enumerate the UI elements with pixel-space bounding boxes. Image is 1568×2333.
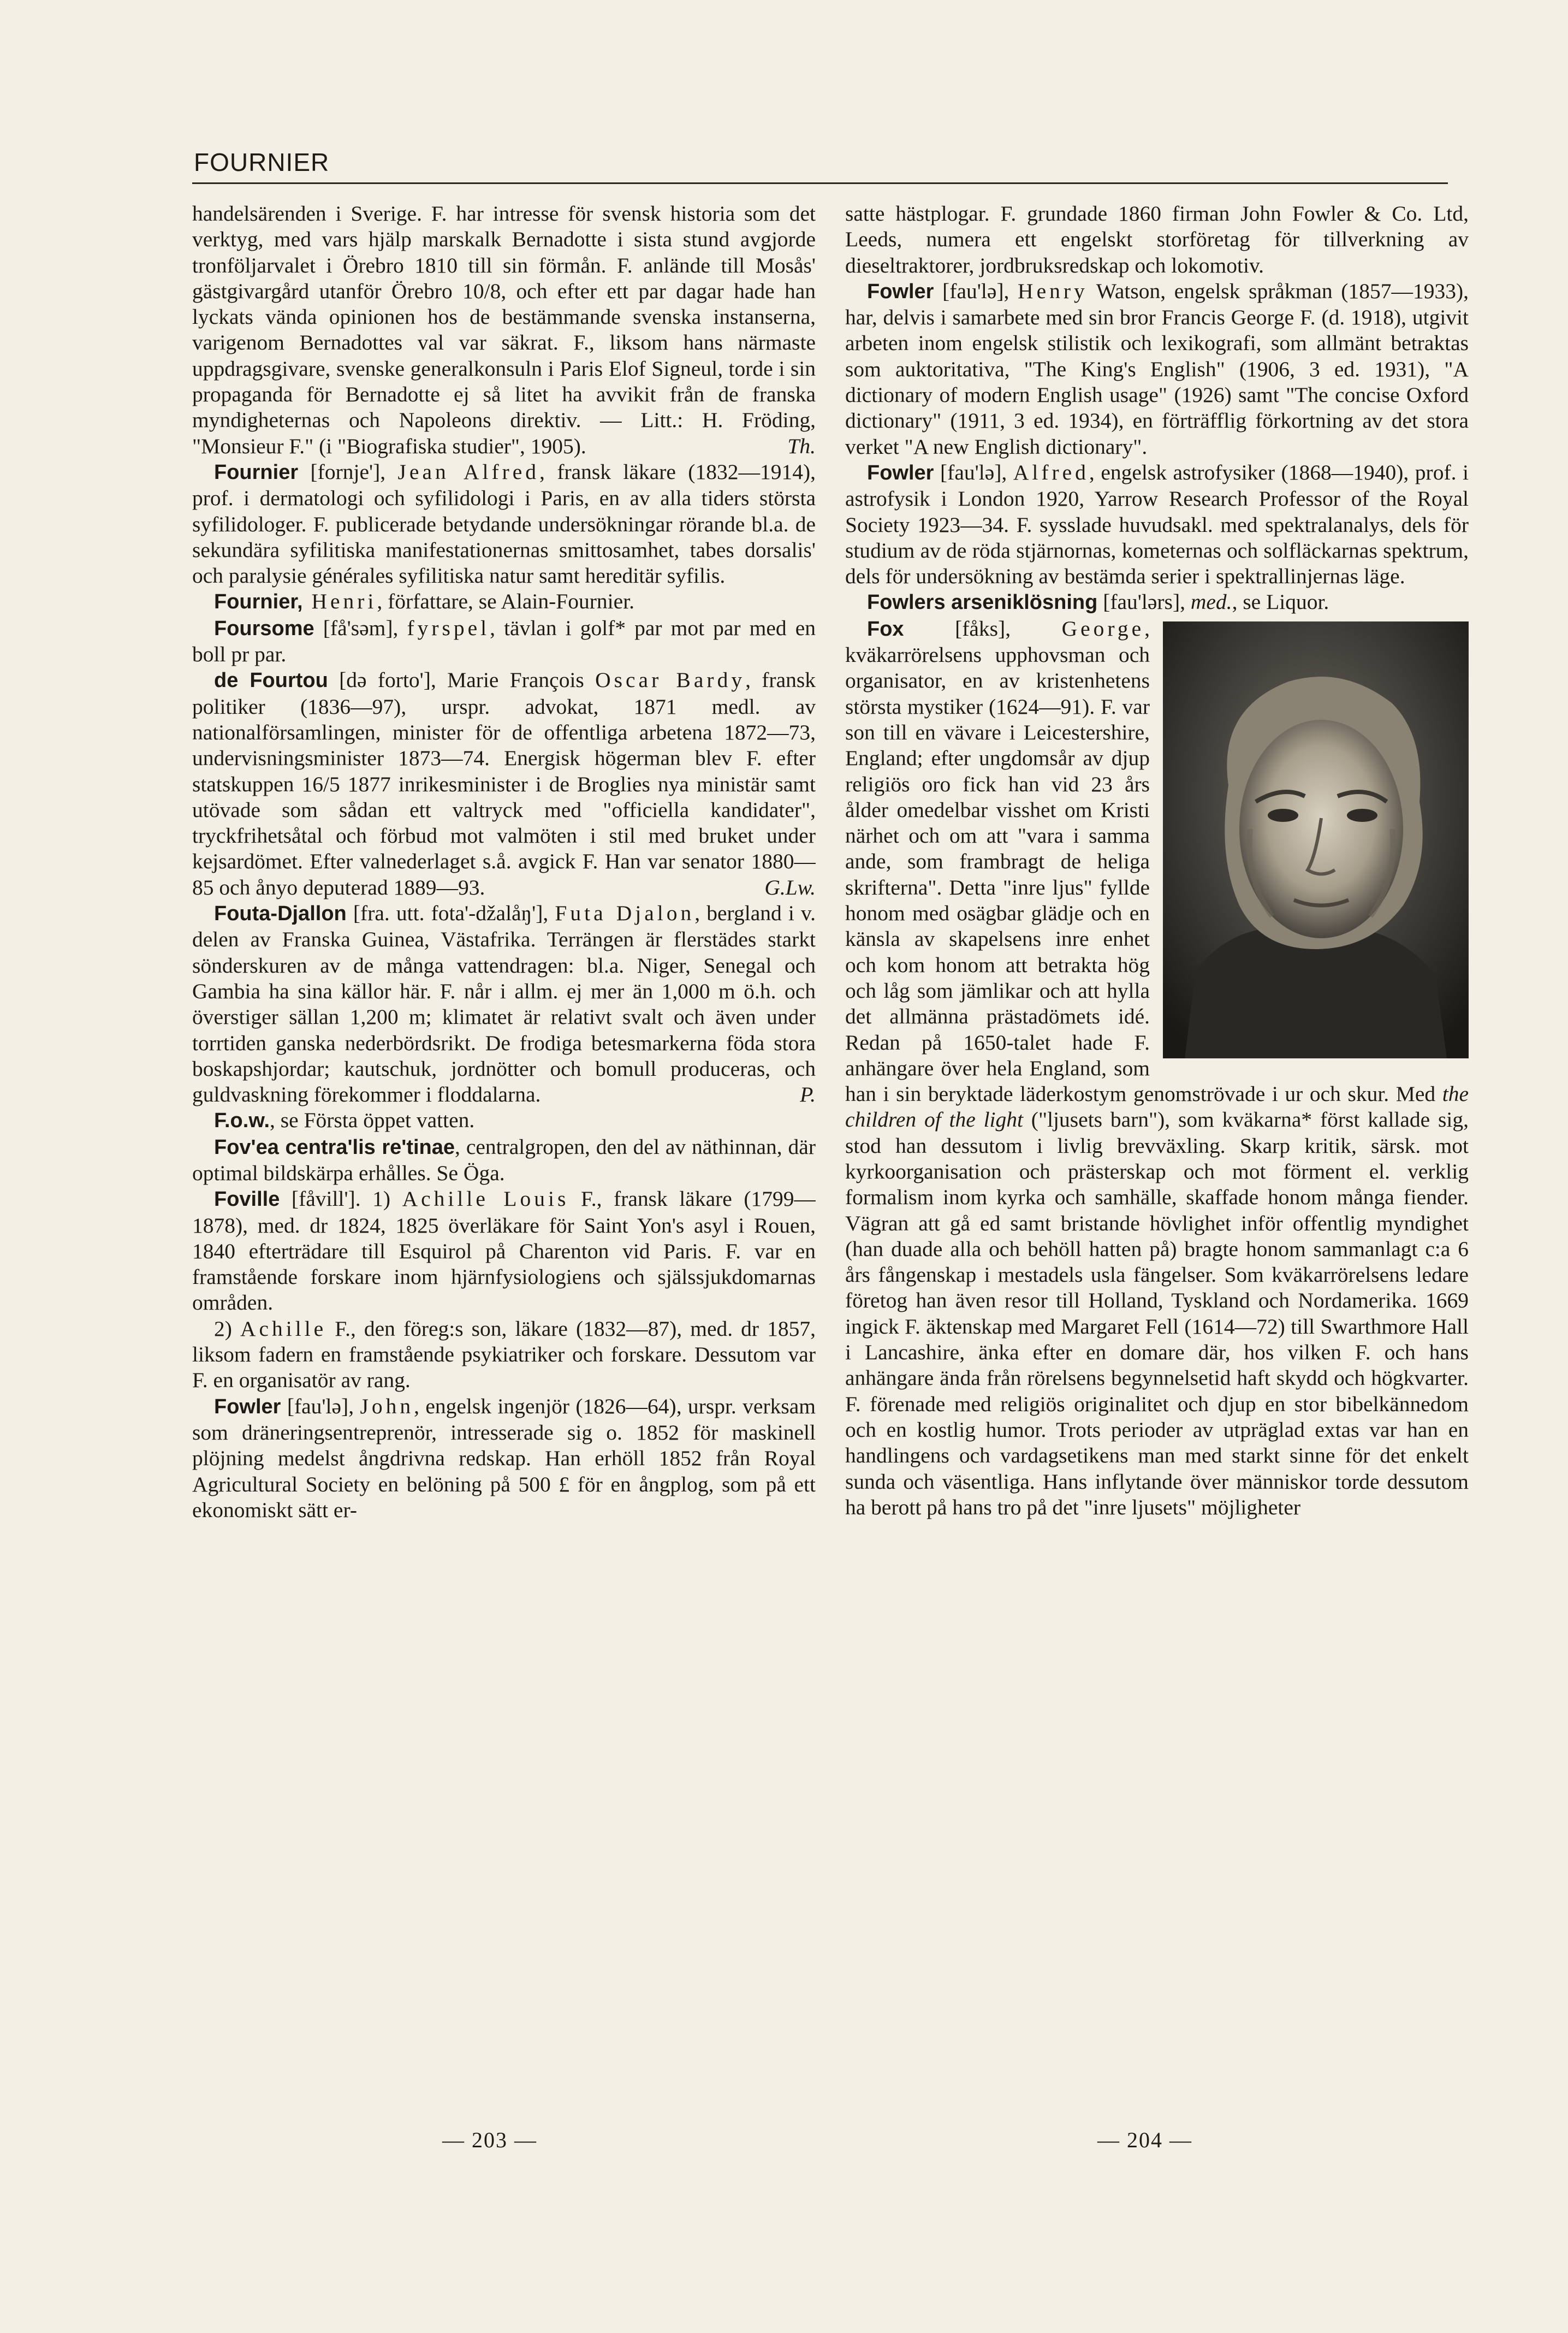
page-number-right: — 204 — — [1097, 2128, 1192, 2152]
entry-headword: de Fourtou — [214, 669, 328, 692]
entry-headword: Fouta-Djallon — [214, 902, 347, 926]
right-column — [845, 201, 1469, 2112]
entry-de-fourtou: de Fourtou [də forto'], Marie François Oscar Bardy, fransk politiker (1836—97), urspr. advokat, 1871 medl. av nationalförsamlingen, minister för de offentliga arbetena 1872—73, undervisningsminister 1873—74. Energisk högerman blev F. efter statskuppen 16/5 1877 inrikesminister i de Broglies nya ministär samt utövade som sådan ett valtryck med "officiella kandidater", tryckfrihetsåtal och förbud mot valmöten i stil med bruket under kejsardömet. Efter valnederlaget s.å. avgick F. Han var senator 1880—85 och ånyo deputerad 1889—93. G.Lw. — [192, 667, 816, 901]
entry-headword: Fowlers arseniklösning — [867, 591, 1098, 614]
entry-foville-2: 2) Achille F., den föreg:s son, läkare (1832—87), med. dr 1857, liksom fadern en framstående psykiatriker och forskare. Dessutom var F. en organisatör av rang. — [192, 1316, 816, 1393]
left-column — [192, 201, 816, 2112]
entry-headword: Fournier, — [214, 590, 303, 614]
entry-headword: Fowler — [867, 280, 934, 303]
author-signature: P. — [800, 1082, 816, 1107]
page-number-left: — 203 — — [442, 2128, 537, 2152]
entry-headword: Fox — [867, 617, 904, 641]
entry-headword: Fowler — [867, 461, 934, 484]
running-head: FOURNIER — [194, 148, 330, 176]
entry-fowler-henry: Fowler [fau'lə], Henry Watson, engelsk språkman (1857—1933), har, delvis i samarbete med sin bror Francis George F. (d. 1918), utgivit arbeten inom engelsk stilistik och lexikografi, som allmänt betraktas som auktoritativa, "The King's English" (1906, 3 ed. 1931), "A dictionary of modern English usage" (1926) samt "The concise Oxford dictionary" (1911, 3 ed. 1934), en förträfflig förkortning av det stora verket "A new English dictionary". — [845, 279, 1469, 459]
entry-fox: Fox [fåks], George, kväkarrörelsens upphovsman och organisator, en av kristenhetens största mystiker (1624—91). F. var son till en vävare i Leicestershire, England; efter ungdomsår av djup religiös oro fick han vid 23 års ålder omedelbar visshet om Kristi närhet och om att "vara i samma ande, som frambragt de heliga skrifterna". Detta "inre ljus" fyllde honom med osägbar glädje och en känsla av skapelsens inre enhet och kom honom att betrakta hög och låg som jämlikar och att hylla det allmänna prästadömets idé. Redan på 1650-talet hade F. anhängare över hela England, som han i sin beryktade läderkostym genomströvade i ur och skur. Med the children of the light ("ljusets barn"), som kväkarna* först kallade sig, stod han dessutom i livlig brevväxling. Skarp kritik, särsk. mot kyrkoorganisation och prästerskap och mot förment el. verklig formalism inom kyrka och samhälle, skaffade honom många fiender. Vägran att gå ed samt bristande hövlighet inför offentlig myndighet (han duade alla och behöll hatten på) bragte honom sammanlagt c:a 6 års fångenskap i mestadels usla fängelser. Som kväkarrörelsens ledare företog han även resor till Holland, Tyskland och Nordamerika. 1669 ingick F. äktenskap med Margaret Fell (1614—72) till Swarthmore Hall i Lancashire, änka efter en domare där, hos vilken F. och hans anhängare ända från rörelsens begynnelsetid haft skydd och högkvarter. F. förenade med religiös originalitet och djup en stor bibelkännedom och en kostlig humor. Trots perioder av utpräglad extas var han en handlingens och vardagsetikens man med starkt sinne för det enkelt sunda och väsentliga. Hans inflytande över människor torde dessutom ha berott på hans tro på det "inre ljusets" möjligheter — [845, 616, 1469, 1519]
entry-headword: Foville — [214, 1188, 280, 1211]
author-signature: G.Lw. — [764, 875, 816, 899]
portrait-image — [1163, 621, 1469, 1058]
entry-fowler-alfred: Fowler [fau'lə], Alfred, engelsk astrofysiker (1868—1940), prof. i astrofysik i London 1920, Yarrow Research Professor of the Royal Society 1923—34. F. sysslade huvudsakl. med spektralanalys, dels för studium av de röda stjärnornas, kometernas och solfläckarnas spektrum, dels för undersökning av bestämda serier i spektrallinjernas läge. — [845, 460, 1469, 589]
entry-fowlers-arseniklosning: Fowlers arseniklösning [fau'lərs], med., se Liquor. — [867, 590, 1329, 614]
entry-continuation: handelsärenden i Sverige. F. har intresse för svensk historia som det verktyg, med vars hjälp marskalk Bernadotte i sista stund avgjorde tronföljarvalet i Örebro 1810 till sin förmån. F. anlände till Mosås' gästgivargård utanför Örebro 10/8, och efter ett par dagar hade han lyckats vända opinionen hos de bestämmande svenska instanserna, varigenom Bernadottes val var säkrat. F., liksom hans närmaste uppdragsgivare, svenske generalkonsuln i Paris Elof Signeul, torde i sin propaganda för Bernadotte ej så litet ha avvikit från de franska myndigheternas och Napoleons direktiv. — Litt.: H. Fröding, "Monsieur F." (i "Biografiska studier", 1905). Th. — [192, 201, 816, 459]
author-signature: Th. — [787, 434, 816, 458]
entry-foville: Foville [fåvill']. 1) Achille Louis F., fransk läkare (1799—1878), med. dr 1824, 1825 överläkare för Saint Yon's asyl i Rouen, 1840 efterträdare till Esquirol på Charenton vid Paris. F. var en framstående forskare inom hjärnfysiologiens och själssjukdomarnas områden. — [192, 1187, 816, 1315]
entry-fow: F.o.w., se Första öppet vatten. — [214, 1108, 475, 1133]
entry-continuation: satte hästplogar. F. grundade 1860 firman John Fowler & Co. Ltd, Leeds, numera ett engelskt storföretag för tillverkning av dieseltraktorer, jordbruksredskap och lokomotiv. — [845, 202, 1469, 277]
george-fox-portrait — [1163, 621, 1469, 1058]
entry-fowler-john: Fowler [fau'lə], John, engelsk ingenjör (1826—64), urspr. verksam som dräneringsentreprenör, intresserade sig o. 1852 för maskinell plöjning medelst ångdrivna redskap. Han erhöll 1852 från Royal Agricultural Society en belöning på 500 £ för en ångplog, som på ett ekonomiskt sätt er- — [192, 1394, 816, 1522]
entry-fovea: Fov'ea centra'lis re'tinae, centralgropen, den del av näthinnan, där optimal bildskärpa erhålles. Se Öga. — [192, 1134, 816, 1185]
entry-headword: Foursome — [214, 617, 314, 640]
entry-headword: Fournier — [214, 460, 299, 484]
entry-headword: F.o.w. — [214, 1109, 270, 1133]
header-rule — [192, 182, 1448, 184]
entry-headword: Fov'ea centra'lis re'tinae — [214, 1135, 455, 1159]
entry-fournier-jean: Fournier [fornje'], Jean Alfred, fransk läkare (1832—1914), prof. i dermatologi och syfilidologi i Paris, en av alla tiders största syfilidologer. F. publicerade betydande undersökningar rörande bl.a. de sekundära syfilitiska manifestationernas smittosamhet, tabes dorsalis' och paralysie générales syfilitiska natur samt hereditär syfilis. — [192, 459, 816, 588]
entry-headword: Fowler — [214, 1395, 281, 1418]
entry-fouta-djallon: Fouta-Djallon [fra. utt. fota'-džalåŋ'], Futa Djalon, bergland i v. delen av Franska Guinea, Västafrika. Terrängen är flerstädes starkt sönderskuren av de många vattendragen: bl.a. Niger, Senegal och Gambia ha sina källor här. F. når i allm. ej mer än 1,000 m ö.h. och överstiger sällan 1,200 m; klimatet är relativt svalt och även under torrtiden ganska nederbördsrikt. De frodiga betesmarkerna föda stora boskapshjordar; kautschuk, jordnötter och bomull produceras, och guldvaskning förekommer i floddalarna. P. — [192, 901, 816, 1108]
entry-foursome: Foursome [få'səm], fyrspel, tävlan i golf* par mot par med en boll pr par. — [192, 615, 816, 667]
entry-fournier-henri: Fournier, Henri, författare, se Alain-Fournier. — [214, 589, 635, 614]
